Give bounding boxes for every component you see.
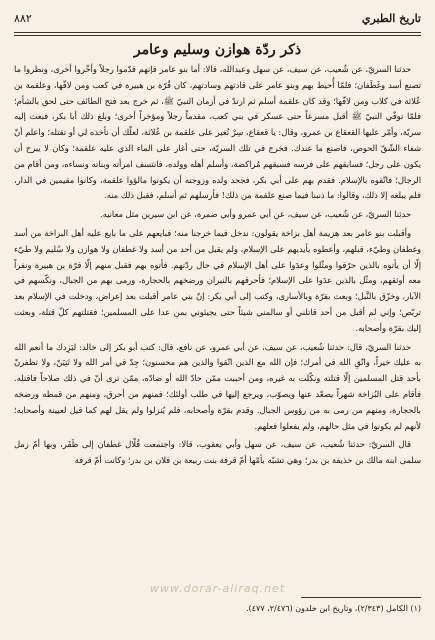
paragraph: حدثنا السريّ، قال: حدثنا شُعيب، عن سيف، عن أبي عمرو، عن نافع، قال: كتب أبو بكر إلى خالد: ليَزِدك ما أنعم الله به عليك خيراً، واتّقِ الله في أمرك؛ فإن الله مع الذين اتّقوا والذين هم محسنون؛ جِدّ في أمر الله ولا تَنِيَنّ، ولا تظفرنّ بأحد قتل المسلمين إلّا قتلته ونكّلت به غيره، ومن أحببت ممّن حادّ الله أو ضادّه، ممّن ترى أنّ في ذلك صلاحاً فاقتله. فأقام على البُزاخة شهراً يصعّد عنها ويصوّب، ويرجع إليها في طلب أولئك؛ فمنهم من أحرق، ومنهم من قمطه ورضخه بالحجارة، ومنهم من رمى به من رؤوس الجبال. وقدم بقرّة وأصحابه، فلم يُنزلوا ولم يقل لهم كما قيل لعيينة وأصحابه؛ لأنهم لم يكونوا في مثل حالهم، ولم يفعلوا فعلهم. [14, 341, 421, 431]
footnote: (١) الكامل (٢/٣٤٣)، وتاريخ ابن خلدون (٢/٤٧٦، ٤٧٧). [246, 604, 421, 613]
paragraph: قال السريّ: حدثنا شُعيب، عن سيف، عن سهل وأبي يعقوب، قالا: واجتمعت فُلّال غطفان إلى ظَفَر، وبها أمّ زمل سلمى ابنة مالك بن حذيفة بن بدر؛ وهي تشبّه بأمّها أمّ قرفة بنت ربيعة بن فلان بن بدر؛ وكانت أمّ قرفة [14, 439, 421, 466]
page-number: ٨٨٢ [14, 11, 32, 25]
paragraph: حدثنا السريّ، عن شُعيب، عن سيف، عن أبي عمرو وأبي ضمرة، عن ابن سيرين مثل معانيه. [100, 209, 411, 220]
paragraph: حدثنا السريّ، عن شُعيب، عن سيف، عن سهل وعبدالله، قالا: أما بنو عامر فإنهم قدّموا رجلاً وأخّروا أخرى، ونظروا ما تصنع أسد وغَطَفان؛ فلمّا أُحيط بهم وبنو عامر على قادتهم وسادتهم، كان قُرّة بن هبيرة في كعب ومن لافّها، وعلقمة بن عُلاثة في كلاب ومن لافّها؛ وقد كان علقمة أسلم ثم ارتدّ في أزمان النبيّ ﷺ، ثم خرج بعد فتح الطائف حتى لحق بالشأم؛ فلمّا توفّي النبيّ ﷺ أقبل مسرعاً حتى عسكر في بني كعب، مقدماً رجلاً ومؤخراً أخرى؛ وبلغ ذلك أبا بكر، فبعث إليه سريّة، وأمّر عليها القعقاع بن عمرو، وقال: يا قعقاع، سِرْ تُغير على علقمة بن عُلاثة، لعلّك أن تأخذه لي أو تقتله؛ واعلم أنّ شفاء الشّقّ الحوص، فاصنع ما عندك. فخرج في تلك السريّة، حتى أغار على الماء الذي عليه علقمة؛ وكان لا يبرح أن يكون على رجل؛ فسابقهم على فرسه فسبقهم مُراكضة، وأسلم أهله وولده، فانتسف امرأته وبناته ونساءه، ومن أقام من الرجال؛ فاتّقوه بالإسلام. فقدم بهم على أبي بكر، فجحد ولده وزوجته أن يكونوا مالؤوا علقمة، وكانوا مقيمين في الدار، فلم يبلغه إلا ذلك، وقالوا: ما ذنبنا فيما صنع علقمة من ذلك! فأرسلهم ثم أسلم، فقبل ذلك منه. [14, 64, 421, 201]
header-rule-second [14, 35, 421, 36]
page-header [14, 6, 421, 30]
paragraph: وأقبلت بنو عامر بعد هزيمة أهل بزاخة يقولون: ندخل فيما خرجنا منه؛ فبايعهم على ما بايع عليه أهل البزاخة من أسد وغطفان وطيّء، قبلهم، وأعطوه بأيديهم على الإسلام، ولم يقبل من أحد من أسد ولا غطفان ولا هوازن ولا سُليم ولا طيّء إلّا أن يأتوه بالذين حرّقوا ومثّلوا وعدَوا على أهل الإسلام في حال ردّتهم. فأتوه بهم فقبل منهم إلّا قرّة بن هبيرة ونفراً معه أوثقهم، ومثّل بالذين عدَوا على الإسلام؛ فأحرقهم بالنيران ورضخهم بالحجارة، ورمى بهم من الجبال، ونكّسهم في الآبار، وخزّق بالنَّبل؛ وبعث بقرّة وبالأسارى، وكتب إلى أبي بكر: إنّ بني عامر أقبلت بعد إعراض، ودخلت في الإسلام بعد تربّص؛ وإني لم أقبل من أحد قاتلني أو سالمني شيئاً حتى يجيئوني بمن عدا على المسلمين؛ فقتلتهم كلّ قتلة، وبعثت إليك بقرّة وأصحابه. [14, 227, 421, 333]
body-text [14, 62, 421, 469]
footnote-rule [301, 597, 421, 598]
running-book-title: تاريخ الطبري [361, 11, 421, 25]
watermark: www.dorar-aliraq.net [149, 582, 286, 595]
section-title: ذكر ردّة هوازن وسليم وعامر [133, 42, 302, 58]
header-rule [14, 32, 421, 33]
